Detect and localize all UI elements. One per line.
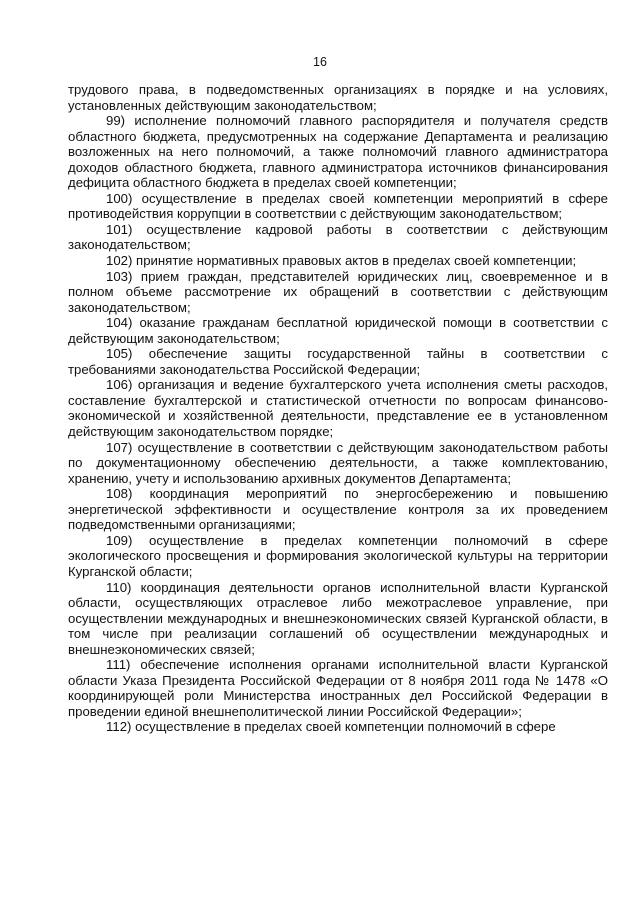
paragraph-item-105: 105) обеспечение защиты государственной тайны в соответствии с требованиями законодательства Российской Федерации;: [68, 346, 608, 377]
paragraph-item-109: 109) осуществление в пределах компетенции полномочий в сфере экологического просвещения и формирования экологической культуры на территории Курганской области;: [68, 532, 608, 579]
paragraph-item-110: 110) координация деятельности органов исполнительной власти Курганской области, осуществляющих отраслевое либо межотраслевое управление, при осуществлении международных и внешнеэкономических связей Курганской области, в том числе при реализации соглашений об осуществлении международных и внешнеэкономических связей;: [68, 579, 608, 657]
paragraph-item-104: 104) оказание гражданам бесплатной юридической помощи в соответствии с действующим законодательством;: [68, 315, 608, 346]
paragraph-item-106: 106) организация и ведение бухгалтерского учета исполнения сметы расходов, составление бухгалтерской и статистической отчетности по вопросам финансово-экономической и хозяйственной деятельности, представление ее в установленном действующим законодательством порядке;: [68, 377, 608, 440]
paragraph-item-103: 103) прием граждан, представителей юридических лиц, своевременное и в полном объеме рассмотрение их обращений в соответствии с действующим законодательством;: [68, 268, 608, 315]
paragraph-item-102: 102) принятие нормативных правовых актов в пределах своей компетенции;: [106, 253, 577, 269]
paragraph-item-100: 100) осуществление в пределах своей компетенции мероприятий в сфере противодействия коррупции в соответствии с действующим законодательством;: [68, 190, 608, 222]
paragraph-item-99: 99) исполнение полномочий главного распорядителя и получателя средств областного бюджета, предусмотренных на содержание Департамента и реализацию возложенных на него полномочий, а также полномочий главного администратора доходов областного бюджета, главного администратора источников финансирования дефицита областного бюджета в пределах своей компетенции;: [68, 113, 608, 191]
paragraph-item-108: 108) координация мероприятий по энергосбережению и повышению энергетической эффективности и осуществление контроля за их проведением подведомственными организациями;: [68, 486, 608, 533]
paragraph-item-111: 111) обеспечение исполнения органами исполнительной власти Курганской области Указа Президента Российской Федерации от 8 ноября 2011 года № 1478 «О координирующей роли Министерства иностранных дел Российской Федерации в проведении единой внешнеполитической линии Российской Федерации»;: [68, 657, 608, 719]
paragraph-item-107: 107) осуществление в соответствии с действующим законодательством работы по документационному обеспечению деятельности, а также комплектованию, хранению, учету и использованию архивных документов Департамента;: [68, 439, 608, 486]
document-body: [68, 82, 608, 735]
paragraph-item-112: 112) осуществление в пределах своей компетенции полномочий в сфере: [106, 719, 556, 735]
paragraph-item-101: 101) осуществление кадровой работы в соответствии с действующим законодательством;: [68, 221, 608, 253]
paragraph-continuation: трудового права, в подведомственных организациях в порядке и на условиях, установленных действующим законодательством;: [68, 82, 608, 113]
page-number: 16: [313, 55, 327, 69]
